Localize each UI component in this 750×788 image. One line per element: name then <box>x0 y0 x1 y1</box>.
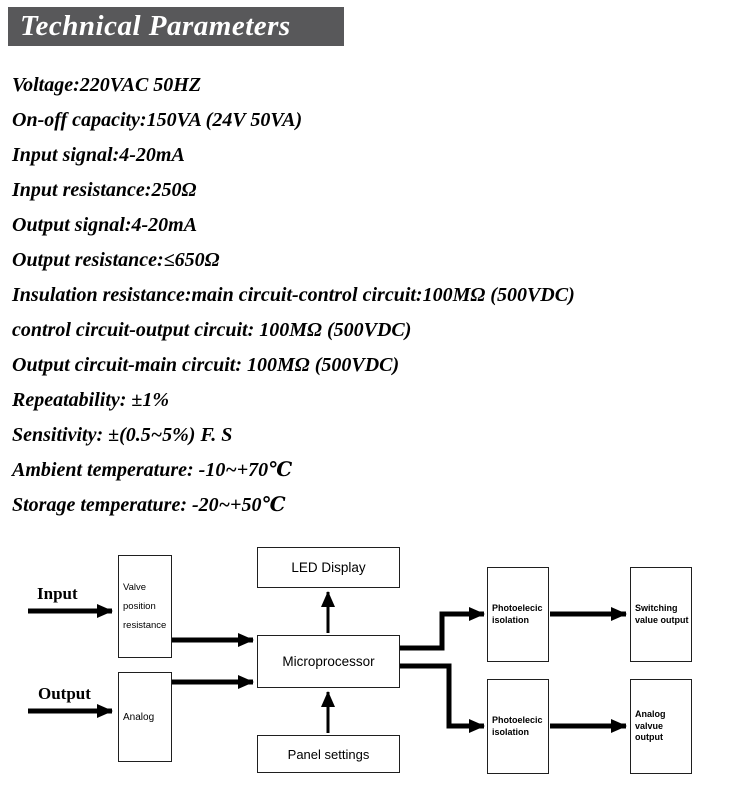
parameter-line: Output circuit-main circuit: 100MΩ (500VDC) <box>12 354 400 376</box>
arrow-microprocessor-to-photoelectric-top <box>400 614 484 648</box>
parameter-line: control circuit-output circuit: 100MΩ (500VDC) <box>12 319 412 341</box>
parameters-list <box>12 68 742 523</box>
output-label: Output <box>38 684 91 703</box>
microprocessor-box: Microprocessor <box>257 635 400 688</box>
parameter-line: Voltage:220VAC 50HZ <box>12 74 202 96</box>
arrow-microprocessor-to-photoelectric-bottom <box>400 666 484 726</box>
parameter-line: Output signal:4-20mA <box>12 214 198 236</box>
page-title: Technical Parameters <box>20 10 291 42</box>
parameter-line: Input resistance:250Ω <box>12 179 197 201</box>
switching-value-output-box: Switching value output <box>630 567 692 662</box>
led-display-box: LED Display <box>257 547 400 588</box>
parameter-line: Sensitivity: ±(0.5~5%) F. S <box>12 424 233 446</box>
parameter-line: Ambient temperature: -10~+70℃ <box>12 459 293 481</box>
parameter-line: Repeatability: ±1% <box>12 389 170 411</box>
analog-input-box: Analog <box>118 672 172 762</box>
parameter-line: On-off capacity:150VA (24V 50VA) <box>12 109 303 131</box>
input-label: Input <box>37 584 78 603</box>
block-diagram <box>0 540 750 788</box>
panel-settings-box: Panel settings <box>257 735 400 773</box>
parameter-line: Insulation resistance:main circuit-control circuit:100MΩ (500VDC) <box>12 284 575 306</box>
parameter-line: Input signal:4-20mA <box>12 144 185 166</box>
photoelectric-isolation-top-box: Photoelecic isolation <box>487 567 549 662</box>
header-banner <box>8 7 344 46</box>
photoelectric-isolation-bottom-box: Photoelecic isolation <box>487 679 549 774</box>
analog-value-output-box: Analog valvue output <box>630 679 692 774</box>
parameter-line: Storage temperature: -20~+50℃ <box>12 494 286 516</box>
parameter-line: Output resistance:≤650Ω <box>12 249 220 271</box>
valve-position-resistance-box: Valve position resistance <box>118 555 172 658</box>
